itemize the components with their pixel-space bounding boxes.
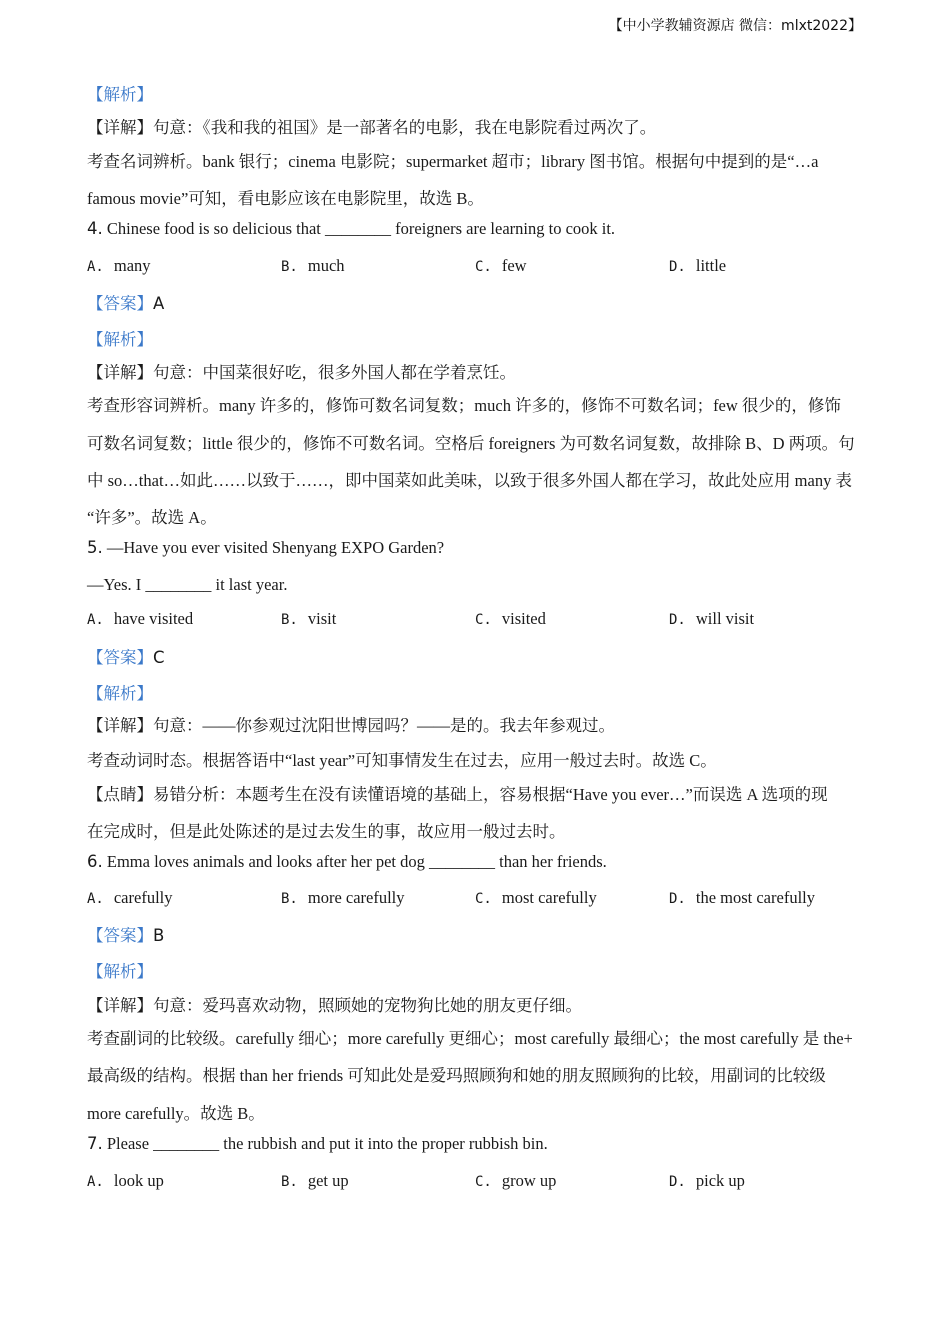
q6-stem [87,852,607,872]
analysis-tag: 【解析】 [87,85,153,104]
q5-option-d: D. will visit [669,609,755,628]
q7-option-b: B. get up [281,1171,349,1190]
q3-analysis-2: famous movie”可知，看电影应该在电影院里，故选 B。 [87,189,484,208]
q4-detail: 【详解】句意：中国菜很好吃，很多外国人都在学着烹饪。 [87,363,516,382]
q6-analysis-1: 考查副词的比较级。carefully 细心；more carefully 更细心；most carefully 最细心；the most carefully 是 the+ [87,1029,853,1048]
q5-stem-2: —Yes. I ________ it last year. [87,575,288,594]
q4-analysis-4: “许多”。故选 A。 [87,508,217,527]
q5-option-a: A. have visited [87,609,194,628]
q5-detail: 【详解】句意：——你参观过沈阳世博园吗？——是的。我去年参观过。 [87,716,615,735]
q5-option-b: B. visit [281,609,337,628]
q4-number: 4. [87,219,103,238]
q4-text: Chinese food is so delicious that ________ foreigners are learning to cook it. [106,219,616,238]
q5-tip-2: 在完成时，但是此处陈述的是过去发生的事，故应用一般过去时。 [87,822,566,841]
q6-option-d: D. the most carefully [669,888,815,907]
q6-option-b: B. more carefully [281,888,405,907]
q3-analysis-1: 考查名词辨析。bank 银行；cinema 电影院；supermarket 超市；library 图书馆。根据句中提到的是“…a [87,152,819,171]
q6-option-c: C. most carefully [475,888,597,907]
q4-option-a: A. many [87,256,151,275]
q6-option-a: A. carefully [87,888,173,907]
q4-option-d: D. little [669,256,727,275]
q4-stem [87,219,615,239]
q7-text: Please ________ the rubbish and put it into the proper rubbish bin. [106,1134,548,1153]
q5-analysis-1: 考查动词时态。根据答语中“last year”可知事情发生在过去，应用一般过去时。故选 C。 [87,751,717,770]
q3-detail: 【详解】句意：《我和我的祖国》是一部著名的电影，我在电影院看过两次了。 [87,118,657,137]
q5-answer: 【答案】C [87,648,165,667]
q6-detail: 【详解】句意：爱玛喜欢动物，照顾她的宠物狗比她的朋友更仔细。 [87,996,582,1015]
q5-stem [87,538,444,558]
q4-answer: 【答案】A [87,294,165,313]
q6-answer: 【答案】B [87,926,165,945]
q4-analysis-1: 考查形容词辨析。many 许多的，修饰可数名词复数；much 许多的，修饰不可数名词；few 很少的，修饰 [87,396,841,415]
q4-option-b: B. much [281,256,345,275]
q5-number: 5. [87,538,103,557]
q4-option-c: C. few [475,256,527,275]
analysis-tag: 【解析】 [87,962,153,981]
q4-analysis-2: 可数名词复数；little 很少的，修饰不可数名词。空格后 foreigners 为可数名词复数，故排除 B、D 两项。句 [87,434,855,453]
page-header: 【中小学教辅资源店 微信：mlxt2022】 [608,18,862,34]
q5-tip-1: 【点睛】易错分析：本题考生在没有读懂语境的基础上，容易根据“Have you ever…”而误选 A 选项的现 [87,785,828,804]
q6-analysis-2: 最高级的结构。根据 than her friends 可知此处是爱玛照顾狗和她的朋友照顾狗的比较，用副词的比较级 [87,1066,826,1085]
q6-number: 6. [87,852,103,871]
q6-text: Emma loves animals and looks after her pet dog ________ than her friends. [106,852,607,871]
q7-stem [87,1134,548,1154]
q4-analysis-3: 中 so…that…如此……以致于……，即中国菜如此美味，以致于很多外国人都在学习，故此处应用 many 表 [87,471,852,490]
q7-option-c: C. grow up [475,1171,557,1190]
q5-option-c: C. visited [475,609,546,628]
q7-option-d: D. pick up [669,1171,745,1190]
q7-number: 7. [87,1134,103,1153]
q5-text: —Have you ever visited Shenyang EXPO Garden? [106,538,445,557]
q6-analysis-3: more carefully。故选 B。 [87,1104,265,1123]
analysis-tag: 【解析】 [87,684,153,703]
q7-option-a: A. look up [87,1171,164,1190]
analysis-tag: 【解析】 [87,330,153,349]
